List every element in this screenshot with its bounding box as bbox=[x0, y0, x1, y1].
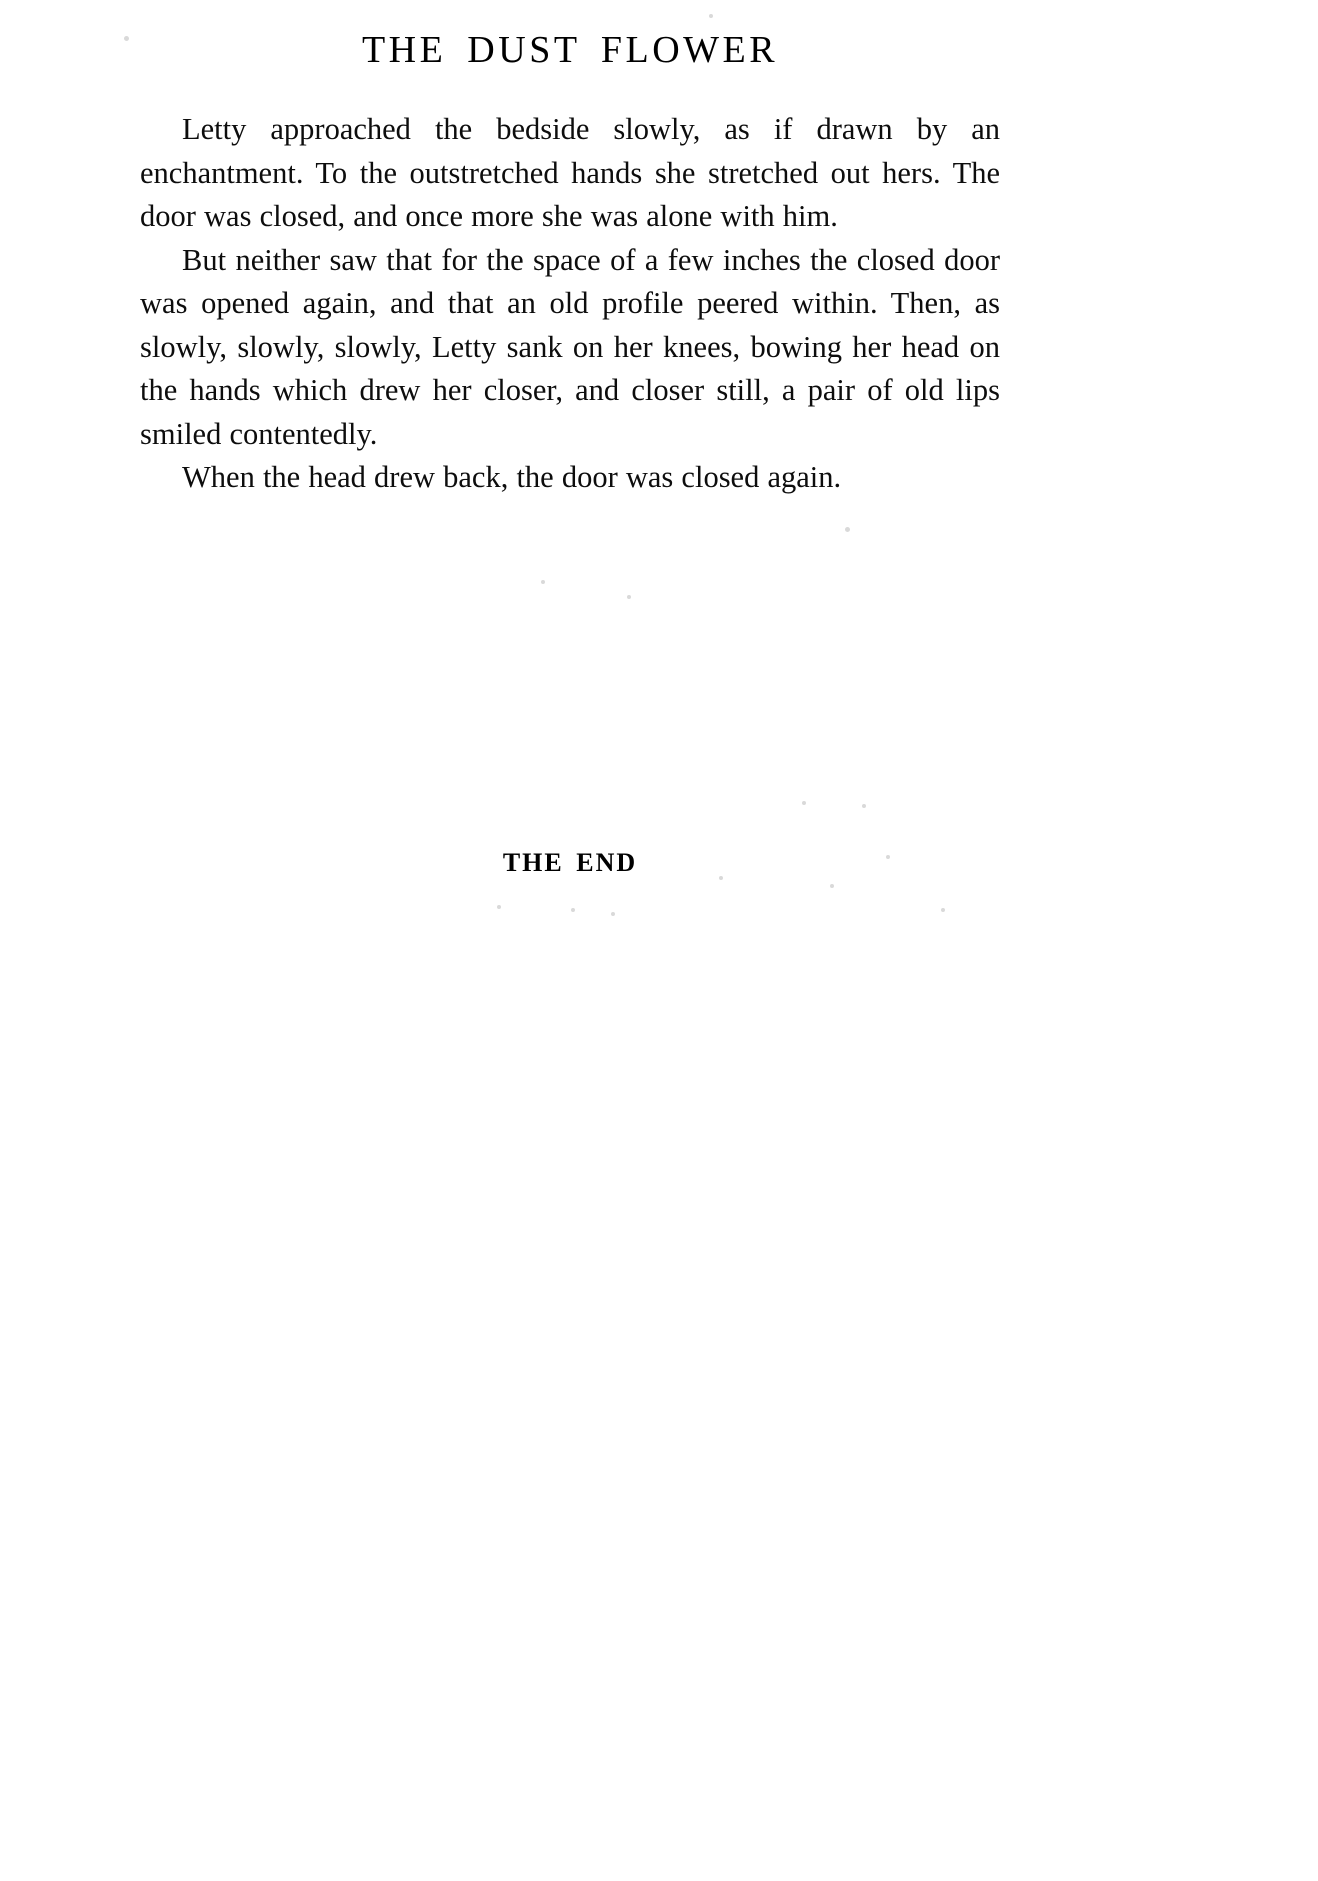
scan-speck bbox=[627, 595, 631, 599]
scan-speck bbox=[497, 905, 501, 909]
scan-speck bbox=[571, 908, 575, 912]
scan-speck bbox=[124, 36, 129, 41]
scan-speck bbox=[862, 804, 866, 808]
end-marker: THE END bbox=[502, 848, 638, 877]
paragraph-1: Letty approached the bedside slowly, as if drawn by an enchantment. To the outstretched hands she stretched out hers. The door was closed, and once more she was alone with him. bbox=[140, 112, 1000, 233]
paragraph-3: When the head drew back, the door was closed again. bbox=[182, 460, 842, 494]
scan-speck bbox=[802, 801, 806, 805]
paragraph-2: But neither saw that for the space of a few inches the closed door was opened again, and that an old profile peered within. Then, as slowly, slowly, slowly, Letty sank on her knees, bowing her head on the hands which drew her closer, and closer still, a pair of old lips smiled contentedly. bbox=[140, 242, 1000, 451]
scan-speck bbox=[541, 580, 545, 584]
page-text-block bbox=[140, 28, 1000, 877]
scan-speck bbox=[845, 527, 850, 532]
scan-speck bbox=[709, 14, 713, 18]
scan-speck bbox=[941, 908, 945, 912]
running-head: THE DUST FLOWER bbox=[361, 29, 779, 71]
scan-speck bbox=[611, 912, 615, 916]
scan-speck bbox=[830, 884, 834, 888]
